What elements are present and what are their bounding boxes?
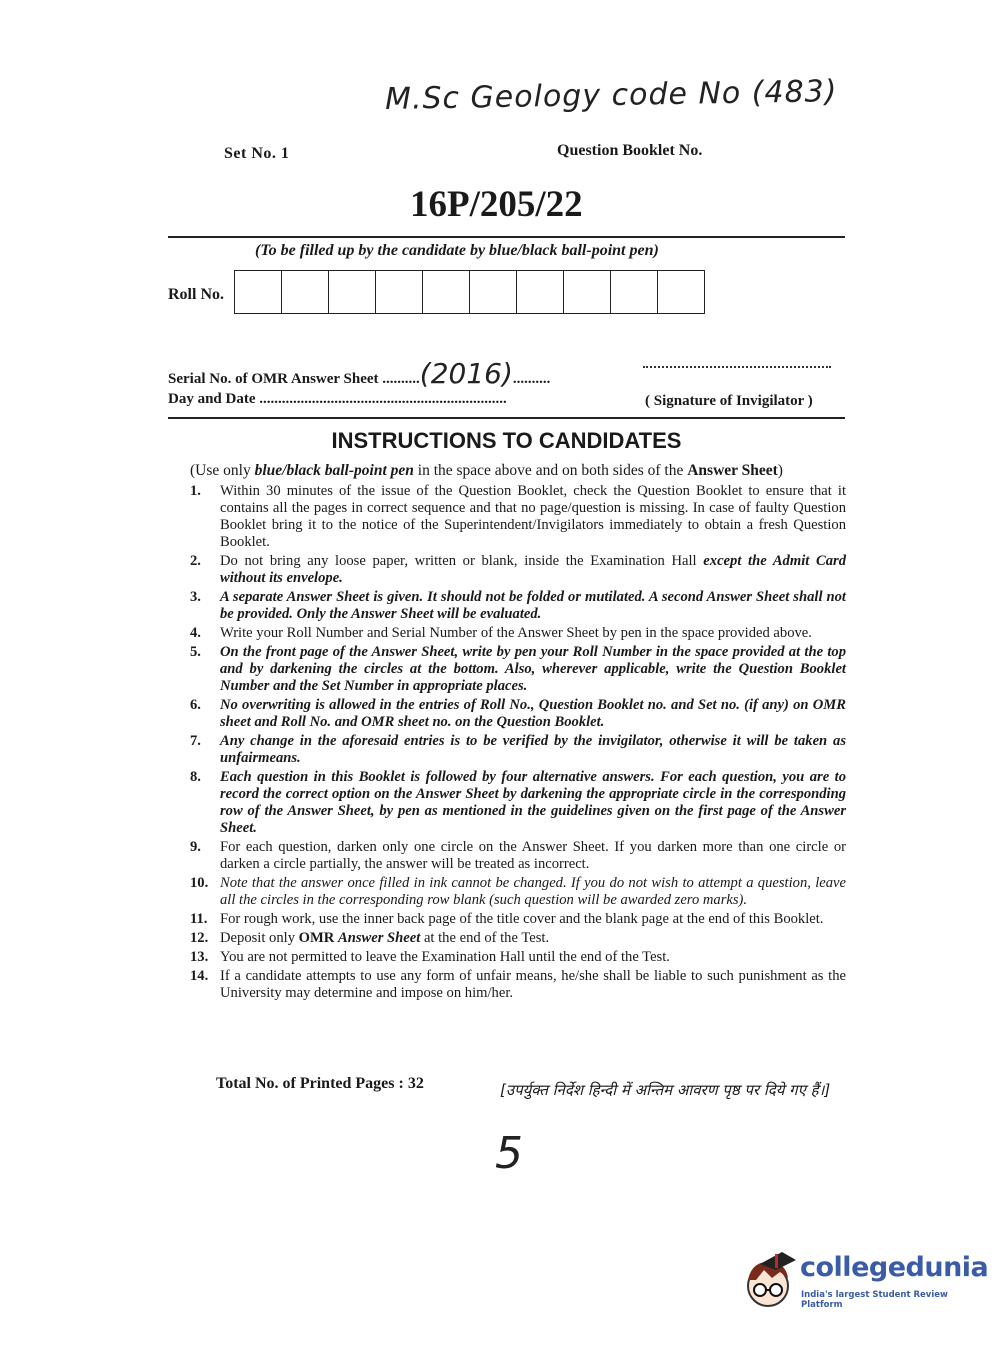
logo-tagline: India's largest Student Review Platform <box>801 1290 948 1310</box>
instruction-number: 2. <box>190 553 201 569</box>
text-segment: at the end of the Test. <box>420 930 550 946</box>
roll-digit-box[interactable] <box>611 271 658 313</box>
instruction-item <box>190 839 846 873</box>
instruction-item <box>190 625 846 642</box>
instruction-number: 12. <box>190 930 209 946</box>
instruction-number: 10. <box>190 875 209 891</box>
instruction-text <box>220 697 846 731</box>
instruction-text <box>220 553 846 587</box>
roll-digit-box[interactable] <box>658 271 704 313</box>
instruction-number: 4. <box>190 625 201 641</box>
instruction-number: 9. <box>190 839 201 855</box>
instruction-number: 5. <box>190 644 201 660</box>
instruction-item <box>190 553 846 587</box>
omr-serial-label <box>168 357 550 390</box>
text-segment: Within 30 minutes of the issue of the Question Booklet, check the Question Booklet to ensure that it contains all the pages in correct sequence and that no page/question is missing. In case of faulty Question Booklet bring it to the notice of the Superintendent/Invigilators immediately to obtain a fresh Question Booklet. <box>220 483 846 550</box>
instructions-heading: INSTRUCTIONS TO CANDIDATES <box>331 428 682 453</box>
roll-digit-box[interactable] <box>329 271 376 313</box>
text-segment: A separate Answer Sheet is given. It should not be folded or mutilated. A second Answer Sheet shall not be provided. Only the Answer Sheet will be evaluated. <box>220 589 846 622</box>
instruction-item <box>190 697 846 731</box>
collegedunia-logo <box>742 1250 989 1320</box>
text-segment: For rough work, use the inner back page of the title cover and the blank page at the end of this Booklet. <box>220 911 824 927</box>
text-segment: Write your Roll Number and Serial Number of the Answer Sheet by pen in the space provided above. <box>220 625 812 641</box>
instruction-item <box>190 930 846 947</box>
instructions-list <box>190 483 846 1004</box>
divider <box>168 236 845 238</box>
text-segment: No overwriting is allowed in the entries of Roll No., Question Booklet no. and Set no. (if any) on OMR sheet and Roll No. and OMR sheet no. on the Question Booklet. <box>220 697 846 730</box>
hindi-note: [उपर्युक्त निर्देश हिन्दी में अन्तिम आवरण पृष्ठ पर दिये गए हैं।] <box>500 1081 831 1099</box>
fill-note: (To be filled up by the candidate by blue/black ball-point pen) <box>255 242 659 259</box>
instruction-text <box>220 949 846 966</box>
booklet-number: 16P/205/22 <box>410 184 583 225</box>
instruction-number: 1. <box>190 483 201 499</box>
text-segment: ) <box>777 462 783 479</box>
question-booklet-label: Question Booklet No. <box>557 142 703 159</box>
instruction-item <box>190 769 846 837</box>
instruction-item <box>190 733 846 767</box>
instruction-number: 14. <box>190 968 209 984</box>
instruction-text <box>220 875 846 909</box>
set-number: Set No. 1 <box>224 145 290 162</box>
text-segment: except the Admit Card without its envelope. <box>220 553 846 586</box>
roll-digit-box[interactable] <box>517 271 564 313</box>
instruction-item <box>190 644 846 695</box>
instruction-text <box>220 911 846 928</box>
text-segment: Answer Sheet <box>687 462 778 479</box>
text-segment: Each question in this Booklet is followed by four alternative answers. For each question, you are to record the correct option on the Answer Sheet by darkening the appropriate circle in the corresponding row of the Answer Sheet, by pen as mentioned in the guidelines given on the first page of the Answer Sheet. <box>220 769 846 836</box>
signature-line <box>643 366 831 368</box>
instruction-text <box>220 733 846 767</box>
logo-name: collegedunia <box>800 1252 989 1283</box>
instruction-item <box>190 589 846 623</box>
instruction-item <box>190 875 846 909</box>
instruction-text <box>220 644 846 695</box>
instruction-text <box>220 769 846 837</box>
instruction-number: 13. <box>190 949 209 965</box>
text-segment: Deposit only <box>220 930 299 946</box>
roll-digit-box[interactable] <box>470 271 517 313</box>
text-segment: in the space above and on both sides of the <box>413 462 688 479</box>
text-segment: Note that the answer once filled in ink cannot be changed. If you do not wish to attempt a question, leave all the circles in the corresponding row blank (such question will be awarded zero marks). <box>220 875 846 908</box>
text-segment: On the front page of the Answer Sheet, write by pen your Roll Number in the space provided at the top and by darkening the circles at the bottom. Also, wherever applicable, write the Question Booklet Number and the Set Number in appropriate places. <box>220 644 846 694</box>
instruction-text <box>220 483 846 551</box>
instruction-number: 8. <box>190 769 201 785</box>
instruction-item <box>190 968 846 1002</box>
serial-handwritten: (2016) <box>419 357 513 390</box>
instruction-text <box>220 930 846 947</box>
text-segment: For each question, darken only one circle on the Answer Sheet. If you darken more than one circle or darken a circle partially, the answer will be treated as incorrect. <box>220 839 846 872</box>
roll-number-label: Roll No. <box>168 286 224 303</box>
handwritten-page-number: 5 <box>495 1128 523 1179</box>
handwritten-subject-code: M.Sc Geology code No (483) <box>384 74 838 117</box>
instruction-text <box>220 968 846 1002</box>
roll-digit-box[interactable] <box>235 271 282 313</box>
text-segment: (Use only <box>190 462 255 479</box>
text-segment: OMR <box>298 930 338 946</box>
roll-digit-box[interactable] <box>564 271 611 313</box>
text-segment: blue/black ball-point pen <box>254 462 414 479</box>
text-segment: Do not bring any loose paper, written or blank, inside the Examination Hall <box>220 553 704 569</box>
instruction-item <box>190 483 846 551</box>
text-segment: If a candidate attempts to use any form of unfair means, he/she shall be liable to such punishment as the University may determine and impose on him/her. <box>220 968 846 1001</box>
instruction-number: 7. <box>190 733 201 749</box>
serial-label-text: Serial No. of OMR Answer Sheet .......... <box>168 371 420 387</box>
roll-digit-box[interactable] <box>423 271 470 313</box>
instruction-number: 6. <box>190 697 201 713</box>
divider <box>168 417 845 419</box>
instruction-item <box>190 949 846 966</box>
day-date-label: Day and Date .................................................................. <box>168 391 507 407</box>
serial-dots: .......... <box>512 371 551 387</box>
text-segment: Answer Sheet <box>337 930 421 946</box>
roll-digit-box[interactable] <box>282 271 329 313</box>
pen-usage-note <box>190 462 783 480</box>
instruction-text <box>220 839 846 873</box>
mascot-icon <box>742 1250 798 1314</box>
text-segment: Any change in the aforesaid entries is to be verified by the invigilator, otherwise it will be taken as unfairmeans. <box>220 733 846 766</box>
instruction-number: 3. <box>190 589 201 605</box>
roll-digit-box[interactable] <box>376 271 423 313</box>
text-segment: You are not permitted to leave the Examination Hall until the end of the Test. <box>220 949 670 965</box>
roll-number-boxes[interactable] <box>234 270 705 314</box>
instruction-item <box>190 911 846 928</box>
instruction-number: 11. <box>190 911 208 927</box>
total-printed-pages: Total No. of Printed Pages : 32 <box>216 1075 424 1092</box>
instruction-text <box>220 625 846 642</box>
instruction-text <box>220 589 846 623</box>
signature-label: ( Signature of Invigilator ) <box>645 393 813 409</box>
